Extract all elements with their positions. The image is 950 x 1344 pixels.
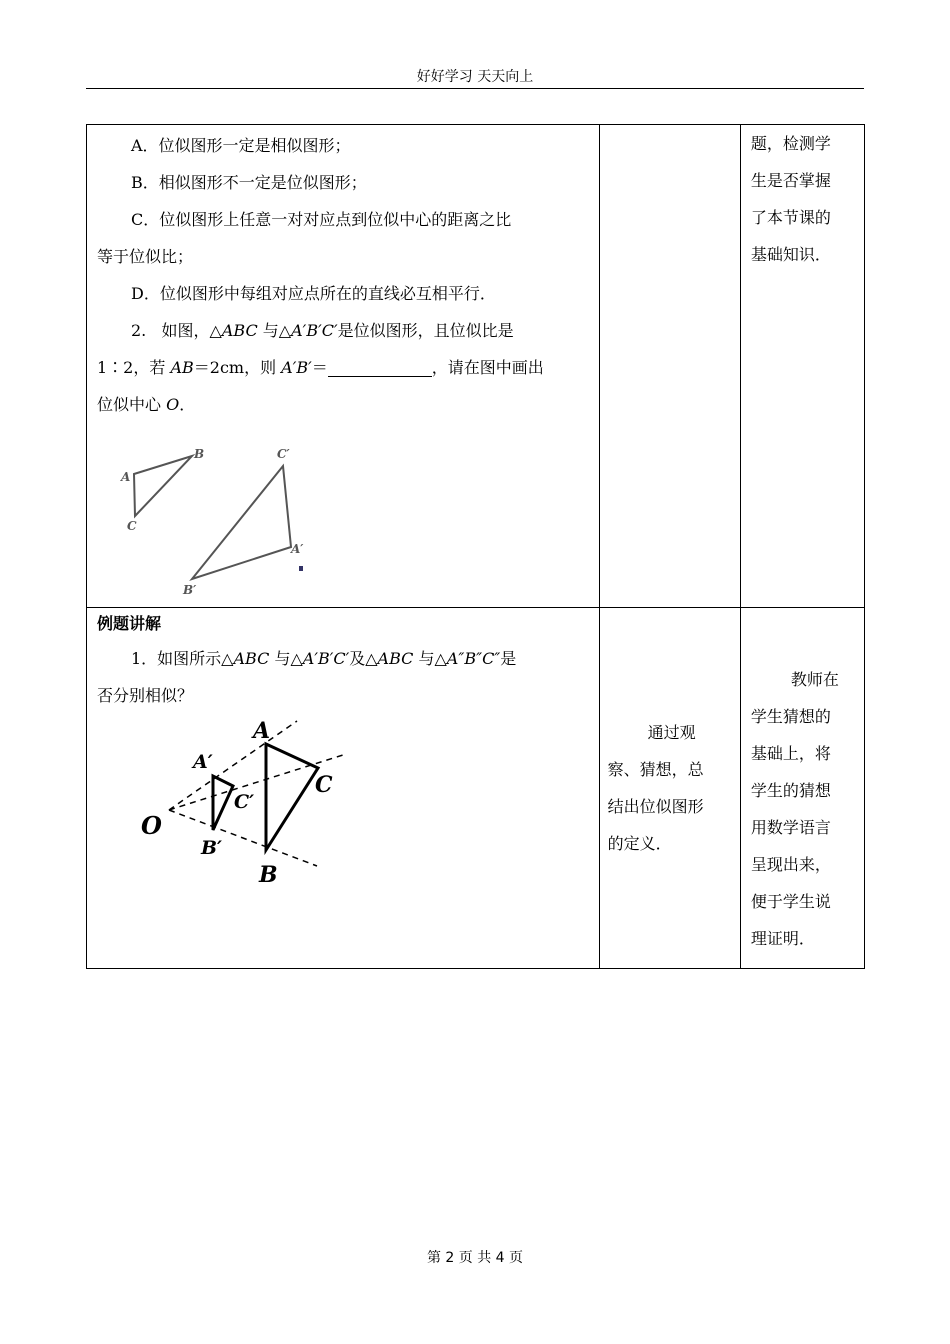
label-a-prime: A′	[193, 751, 213, 773]
triangle-a2b2c2	[192, 466, 291, 579]
purpose-line: 教师在	[790, 670, 839, 689]
purpose-line: 便于学生说	[750, 892, 831, 911]
option-c-cont: 等于位似比；	[97, 247, 194, 266]
purpose-cell-1	[740, 125, 864, 608]
triangle-abc	[134, 456, 192, 516]
option-d: D．位似图形中每组对应点所在的直线必互相平行．	[131, 284, 496, 303]
purpose-line: 理证明．	[750, 929, 815, 948]
purpose-line: 了本节课的	[750, 208, 831, 227]
method-line: 察、猜想，总	[607, 760, 704, 779]
answer-blank[interactable]	[328, 354, 432, 377]
label-c-prime: C′	[277, 447, 290, 461]
triangle-small	[213, 776, 233, 830]
method-line: 的定义．	[607, 834, 672, 853]
label-c: C	[315, 772, 333, 798]
page-footer: 第 2 页 共 4 页	[426, 1250, 524, 1266]
label-a: A	[121, 470, 131, 484]
purpose-line: 基础上，将	[750, 744, 831, 763]
question-2-line3: 位似中心 O．	[97, 395, 196, 414]
purpose-cell-2	[740, 608, 864, 969]
example-1-line2: 否分别相似？	[97, 686, 194, 705]
table-row	[87, 125, 865, 608]
homothety-figure-1	[105, 429, 335, 599]
label-o: O	[141, 811, 162, 840]
ray-ob	[169, 810, 317, 866]
method-cell-1	[599, 125, 740, 608]
purpose-line: 题，检测学	[750, 134, 831, 153]
triangle-large	[266, 744, 318, 850]
option-c: C．位似图形上任意一对对应点到位似中心的距离之比	[131, 210, 512, 229]
method-line: 结出位似图形	[607, 797, 704, 816]
purpose-line: 呈现出来，	[750, 855, 831, 874]
purpose-line: 生是否掌握	[750, 171, 831, 190]
question-cell	[87, 125, 600, 608]
option-b: B．相似图形不一定是位似图形；	[131, 173, 367, 192]
method-cell-2	[599, 608, 740, 969]
purpose-line: 学生猜想的	[750, 707, 831, 726]
ray-oa	[169, 721, 297, 810]
label-a-prime: A′	[291, 542, 304, 556]
question-2-line2: 1∶2，若 AB＝2cm，则 A′B′＝ ，请在图中画出	[97, 349, 589, 386]
example-1-line1: 1．如图所示△ABC 与△A′B′C′及△ABC 与△A″B″C″是	[131, 649, 517, 668]
section-title: 例题讲解	[97, 614, 162, 633]
table-row	[87, 608, 865, 969]
method-line: 通过观	[647, 723, 696, 742]
homothety-figure-2	[137, 718, 397, 888]
label-b: B	[259, 862, 278, 888]
label-c-prime: C′	[234, 791, 255, 813]
question-2-line1: 2. 如图，△ABC 与△A′B′C′是位似图形，且位似比是	[131, 321, 514, 340]
page-header: 好好学习 天天向上	[86, 66, 864, 89]
example-cell	[87, 608, 600, 969]
purpose-line: 用数学语言	[750, 818, 831, 837]
purpose-line: 学生的猜想	[750, 781, 831, 800]
label-c: C	[127, 519, 137, 533]
label-b-prime: B′	[183, 583, 197, 597]
label-b-prime: B′	[201, 837, 223, 859]
label-b: B	[194, 447, 205, 461]
lesson-table	[86, 124, 865, 969]
purpose-line: 基础知识．	[750, 245, 831, 264]
anchor-mark	[299, 566, 303, 571]
option-a: A．位似图形一定是相似图形；	[131, 136, 351, 155]
label-a: A	[253, 718, 271, 744]
